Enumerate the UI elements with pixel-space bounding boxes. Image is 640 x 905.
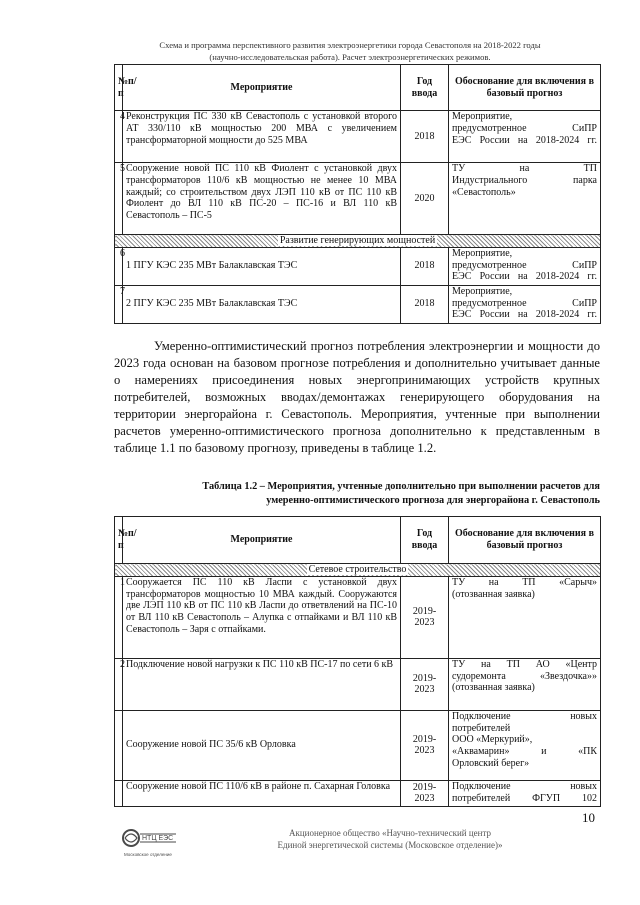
just-line: ТУ на ТП «Сарыч»: [452, 576, 597, 588]
table-row: [115, 247, 601, 285]
just-line: судоремонта «Звездочка»»: [452, 670, 597, 682]
body-paragraph: Умеренно-оптимистический прогноз потребления электроэнергии и мощности до 2023 года основан на базовом прогнозе потребления и дополнительно учитывает данные о намерениях присоединения новых энергопринимающих устройств крупных потребителей, возможных вводах/демонтажах генерирующего оборудования на территории энергорайона г. Севастополь. Мероприятия, учтенные при выполнении расчетов умеренно-оптимистического прогноза дополнительно к представленным в таблице 1.1 по базовому прогнозу, приведены в таблице 1.2.: [114, 339, 600, 455]
row-year: 2018: [401, 285, 449, 323]
row-justification: [449, 710, 601, 780]
row-justification: [449, 247, 601, 285]
just-line: ЕЭС России на 2018-2024 гг.: [452, 271, 597, 283]
just-line: ТУ на ТП: [452, 163, 597, 174]
just-line: ЕЭС России на 2018-2024 гг.: [452, 309, 597, 321]
row-year: 2018: [401, 247, 449, 285]
row-num: 2: [115, 658, 123, 710]
header-event: Мероприятие: [123, 517, 401, 564]
row-num: 7: [115, 285, 123, 323]
table-row: [115, 576, 601, 658]
caption-line-2: умеренно-оптимистического прогноза для энергорайона г. Севастополь: [266, 494, 600, 506]
row-year: 2020: [401, 163, 449, 235]
table-1-2: [114, 516, 601, 807]
row-num: 4: [115, 111, 123, 163]
just-line: предусмотренное СиПР: [452, 297, 597, 309]
section-title: Развитие генерирующих мощностей: [279, 235, 436, 246]
section-row: [115, 235, 601, 248]
just-line: потребителей ФГУП 102: [452, 792, 597, 804]
row-justification: [449, 163, 601, 235]
just-line: Подключение новых: [452, 780, 597, 792]
row-num: [115, 780, 123, 806]
just-line: Мероприятие,: [452, 247, 513, 259]
table-caption: [114, 480, 600, 507]
table-row: [115, 285, 601, 323]
row-num: 1: [115, 576, 123, 658]
just-line: ТУ на ТП АО «Центр: [452, 658, 597, 670]
row-year: 2019-2023: [401, 658, 449, 710]
row-justification: [449, 576, 601, 658]
logo-text: НТЦ ЕЭС: [142, 835, 174, 842]
table-row: [115, 710, 601, 780]
just-line: предусмотренное СиПР: [452, 122, 597, 134]
just-line: предусмотренное СиПР: [452, 259, 597, 271]
footer-line-1: Акционерное общество «Научно-технический центр: [288, 828, 492, 838]
section-row: [115, 564, 601, 577]
row-year: 2019-2023: [401, 710, 449, 780]
row-event: Сооружение новой ПС 110/6 кВ в районе п. Сахарная Головка: [123, 780, 401, 806]
section-title: Сетевое строительство: [308, 564, 407, 575]
caption-line-1: Таблица 1.2 – Мероприятия, учтенные дополнительно при выполнении расчетов для: [202, 481, 600, 492]
table-row: [115, 780, 601, 806]
header-num: №п/п: [115, 517, 123, 564]
header-justification: Обоснование для включения в базовый прогноз: [449, 65, 601, 111]
table-row: [115, 111, 601, 163]
header-year: Год ввода: [401, 65, 449, 111]
just-line: Орловский берег»: [452, 757, 530, 769]
header-event: Мероприятие: [123, 65, 401, 111]
table-1-1: [114, 64, 601, 324]
table-row: [115, 163, 601, 235]
row-year: 2018: [401, 111, 449, 163]
table-header-row: [115, 65, 601, 111]
header-justification: Обоснование для включения в базовый прогноз: [449, 517, 601, 564]
row-year: 2019-2023: [401, 576, 449, 658]
header-num: №п/п: [115, 65, 123, 111]
just-line: ЕЭС России на 2018-2024 гг.: [452, 134, 597, 146]
row-num: [115, 710, 123, 780]
just-line: ООО «Меркурий»,: [452, 734, 533, 746]
row-justification: [449, 111, 601, 163]
row-event: Реконструкция ПС 330 кВ Севастополь с установкой второго АТ 330/110 кВ мощностью 200 МВА с увеличением трансформаторной мощности до 525 МВА: [123, 111, 401, 163]
company-logo: [120, 824, 180, 864]
row-num: 6: [115, 247, 123, 285]
just-line: Индустриального парка: [452, 174, 597, 186]
row-num: 5: [115, 163, 123, 235]
page-number: 10: [582, 810, 595, 825]
just-line: «Аквамарин» и «ПК: [452, 746, 597, 758]
running-header: [110, 40, 590, 63]
row-event: Сооружение новой ПС 35/6 кВ Орловка: [123, 710, 401, 780]
footer-line-2: Единой энергетической системы (Московское отделение)»: [277, 839, 503, 850]
row-justification: [449, 285, 601, 323]
row-event: Подключение новой нагрузки к ПС 110 кВ ПС-17 по сети 6 кВ: [123, 658, 401, 710]
just-line: (отозванная заявка): [452, 682, 535, 694]
just-line: Мероприятие,: [452, 285, 513, 297]
logo-subtext: Московское отделение: [124, 852, 172, 857]
row-year: 2019-2023: [401, 780, 449, 806]
table-row: [115, 658, 601, 710]
row-event: Сооружается ПС 110 кВ Ласпи с установкой двух трансформаторов мощностью 10 МВА каждый. Сооружаются две ЛЭП 110 кВ от ПС 110 кВ Ласпи до ответвлений на ПС-10 от ВЛ 110 кВ Севастополь – Алупка с отпайками и ВЛ 110 кВ Севастополь – Заря с отпайками.: [123, 576, 401, 658]
row-event: 2 ПГУ КЭС 235 МВт Балаклавская ТЭС: [123, 285, 401, 323]
row-event: Сооружение новой ПС 110 кВ Фиолент с установкой двух трансформаторов 110/6 кВ мощностью не менее 10 МВА каждый; со строительством двух ЛЭП 110 кВ от ПС 110 кВ Фиолент до ВЛ 110 кВ ПС-20 – ПС-16 и ВЛ 110 кВ Севастополь – ПС-5: [123, 163, 401, 235]
table-header-row: [115, 517, 601, 564]
just-line: потребителей: [452, 722, 511, 734]
just-line: (отозванная заявка): [452, 588, 535, 600]
just-line: Подключение новых: [452, 710, 597, 722]
logo-icon: [120, 824, 180, 864]
header-year: Год ввода: [401, 517, 449, 564]
header-line-2: (научно-исследовательская работа). Расчет электроэнергетических режимов.: [209, 51, 491, 62]
page-footer: [200, 828, 580, 851]
row-justification: [449, 780, 601, 806]
just-line: Мероприятие,: [452, 111, 513, 122]
row-justification: [449, 658, 601, 710]
row-event: 1 ПГУ КЭС 235 МВт Балаклавская ТЭС: [123, 247, 401, 285]
header-line-1: Схема и программа перспективного развития электроэнергетики города Севастополя на 2018-2022 годы: [159, 40, 541, 50]
just-line: «Севастополь»: [452, 186, 516, 198]
